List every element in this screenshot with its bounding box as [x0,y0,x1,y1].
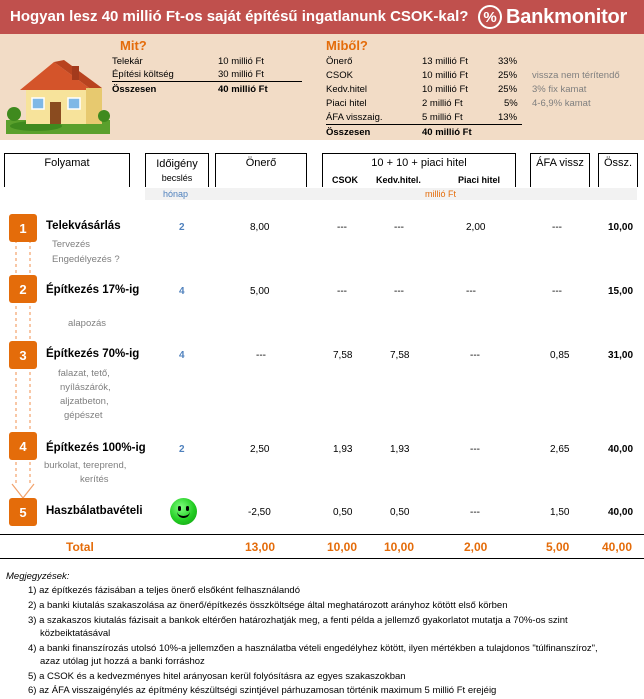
col-afa-label: ÁFA vissz [536,157,584,169]
mibol-value-kedv: 10 millió Ft [422,84,468,95]
bankmonitor-logo[interactable] [478,3,627,31]
note-5: 5) a CSOK és a kedvezményes hitel arányosan kerül folyósításra az egyes szakaszokban [28,671,406,682]
mibol-pct-onero: 33% [498,56,518,67]
step-1-sub-1: Tervezés [52,239,91,250]
mibol-value-afa: 5 millió Ft [422,112,463,123]
col-hitel-group-label: 10 + 10 + piaci hitel [371,157,467,169]
page-title: Hogyan lesz 40 millió Ft-os saját építésű ingatlanunk CSOK-kal? [10,8,469,25]
house-icon [6,52,110,134]
col-csok-label: CSOK [332,175,359,185]
step-2-piaci: --- [466,286,476,297]
step-3-piaci: --- [470,350,480,361]
step-1-csok: --- [337,222,347,233]
step-4-afa: 2,65 [550,444,570,455]
unit-row [145,188,637,200]
step-4-kedv: 1,93 [390,444,410,455]
step-2-sub-1: alapozás [68,318,107,329]
mibol-label-kedv: Kedv.hitel [326,84,368,95]
step-4-piaci: --- [470,444,480,455]
step-1-title: Telekvásárlás [46,220,121,232]
step-4-onero: 2,50 [250,444,270,455]
col-piaci-label: Piaci hitel [458,175,501,185]
mibol-label-afa: ÁFA visszaig. [326,112,383,123]
step-2-onero: 5,00 [250,286,270,297]
col-ossz-label: Össz. [603,157,633,169]
mibol-total-value: 40 millió Ft [422,127,472,138]
step-3-sub-3: aljzatbeton, [60,396,109,407]
step-2-ossz: 15,00 [608,286,634,297]
step-1-number: 1 [9,214,37,242]
logo-text: Bankmonitor [506,5,628,28]
total-piaci: 5,00 [546,540,570,554]
step-3-title: Építkezés 70%-ig [46,348,140,360]
smiley-mouth [177,509,190,518]
step-1-sub-2: Engedélyezés ? [52,254,120,265]
col-folyamat-label: Folyamat [44,157,90,169]
total-top-rule [0,534,644,535]
mit-label-epitesi: Építési költség [112,69,174,80]
step-1-piaci: 2,00 [466,222,486,233]
col-becsles-label: becslés [161,173,193,183]
step-3-ossz: 31,00 [608,350,634,361]
step-5-ossz: 40,00 [608,507,634,518]
step-1-kedv: --- [394,222,404,233]
mit-label-telekar: Telekár [112,56,143,67]
mit-total-label: Összesen [112,84,157,95]
mibol-value-piaci: 2 millió Ft [422,98,463,109]
mibol-note-kedv: 3% fix kamat [532,84,587,95]
mibol-note-csok: vissza nem térítendő [532,70,620,81]
step-2-time: 4 [179,286,185,297]
unit-time: hónap [163,189,189,199]
title-bar [0,0,644,34]
step-3-sub-2: nyílászárók, [60,382,111,393]
mibol-divider [326,124,522,125]
total-bottom-rule [0,558,644,559]
note-4: 4) a banki finanszírozás utolsó 10%-a jellemzően a használatba vételi engedélyhez kötött, ilyen mértékben a tulajdonos "túlfinanszíroz", [28,643,598,654]
col-folyamat [4,153,130,187]
step-3-time: 4 [179,350,185,361]
total-csok: 10,00 [384,540,415,554]
mit-value-epitesi: 30 millió Ft [218,69,264,80]
mibol-label-csok: CSOK [326,70,353,81]
step-3-kedv: 7,58 [390,350,410,361]
note-3-cont: közbeiktatásával [40,628,111,639]
col-onero-label: Önerő [245,157,277,169]
note-2: 2) a banki kiutalás szakaszolása az önerő/építkezés összköltsége által meghatározott arányhoz kötött első körben [28,600,508,611]
step-2-kedv: --- [394,286,404,297]
mit-total-value: 40 millió Ft [218,84,268,95]
total-onero: 10,00 [327,540,358,554]
mit-title: Mit? [120,38,147,53]
step-2-afa: --- [552,286,562,297]
mibol-value-onero: 13 millió Ft [422,56,468,67]
mibol-value-csok: 10 millió Ft [422,70,468,81]
note-3: 3) a szakaszos kiutalás fázisait a bankok eltérően határozhatják meg, a fenti példa a jellemző gyakorlatot mutatja a 70%-os szint [28,615,568,626]
mibol-note-piaci: 4-6,9% kamat [532,98,591,109]
step-5-title: Haszbálatbavételi [46,505,143,517]
step-4-sub-2: kerítés [80,474,109,485]
step-4-csok: 1,93 [333,444,353,455]
step-4-ossz: 40,00 [608,444,634,455]
mibol-pct-piaci: 5% [504,98,518,109]
step-3-afa: 0,85 [550,350,570,361]
unit-money: millió Ft [425,189,456,199]
total-time: 13,00 [245,540,276,554]
percent-icon: % [478,5,502,29]
step-5-onero: -2,50 [248,507,271,518]
col-afa [530,153,590,187]
col-idoigeny [145,153,209,187]
step-5-number: 5 [9,498,37,526]
total-kedv: 2,00 [464,540,488,554]
col-kedv-label: Kedv.hitel. [376,175,421,185]
step-3-sub-4: gépészet [64,410,103,421]
notes-title: Megjegyzések: [6,571,70,582]
step-3-onero: --- [256,350,266,361]
step-1-ossz: 10,00 [608,222,634,233]
step-4-number: 4 [9,432,37,460]
col-ossz [598,153,638,187]
note-1: 1) az építkezés fázisában a teljes önerő elsőként felhasználandó [28,585,300,596]
step-1-afa: --- [552,222,562,233]
step-2-csok: --- [337,286,347,297]
note-4-cont: azaz utólag jut hozzá a banki forráshoz [40,656,205,667]
step-5-kedv: 0,50 [390,507,410,518]
step-5-piaci: --- [470,507,480,518]
step-1-onero: 8,00 [250,222,270,233]
step-4-time: 2 [179,444,185,455]
mibol-total-label: Összesen [326,127,371,138]
total-label: Total [66,540,94,554]
mibol-label-piaci: Piaci hitel [326,98,367,109]
step-3-csok: 7,58 [333,350,353,361]
total-ossz: 40,00 [602,540,633,554]
step-1-time: 2 [179,222,185,233]
step-5-afa: 1,50 [550,507,570,518]
step-3-number: 3 [9,341,37,369]
step-4-sub-1: burkolat, tereprend, [44,460,127,471]
mit-value-telekar: 10 millió Ft [218,56,264,67]
step-3-sub-1: falazat, tető, [58,368,110,379]
col-idoigeny-label: Időigény [156,158,198,170]
note-6: 6) az ÁFA visszaigénylés az építmény készültségi szintjével párhuzamosan történik maximum 5 millió Ft erejéig [28,685,497,696]
step-5-csok: 0,50 [333,507,353,518]
step-2-number: 2 [9,275,37,303]
mit-divider [112,81,302,82]
col-onero [215,153,307,187]
summary-panel [0,34,644,140]
mibol-title: Miből? [326,38,368,53]
step-2-title: Építkezés 17%-ig [46,284,140,296]
smiley-icon [170,498,197,525]
step-4-title: Építkezés 100%-ig [46,442,146,454]
mibol-label-onero: Önerő [326,56,353,67]
mibol-pct-kedv: 25% [498,84,518,95]
mibol-pct-afa: 13% [498,112,518,123]
mibol-pct-csok: 25% [498,70,518,81]
